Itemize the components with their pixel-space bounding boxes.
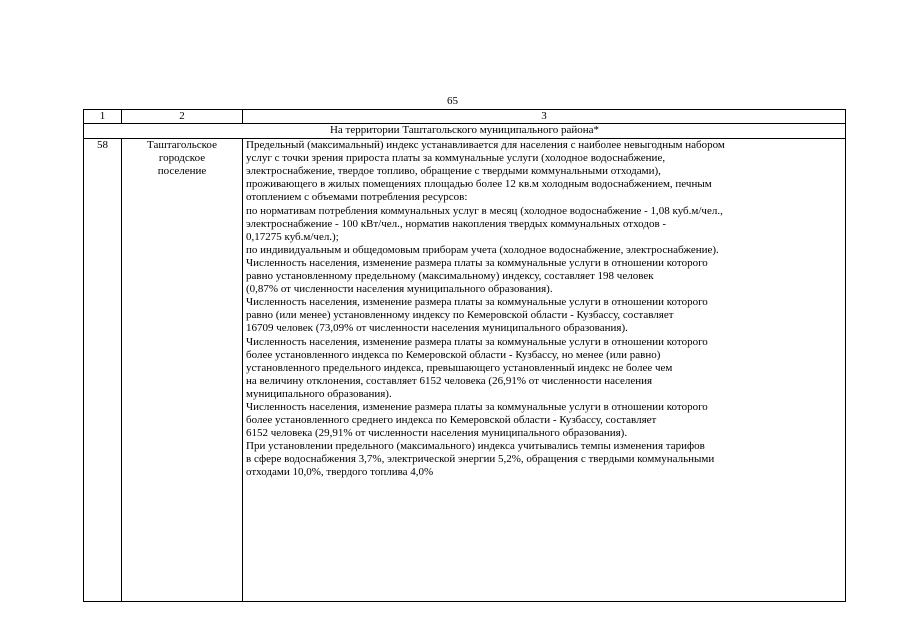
description-line: Предельный (максимальный) индекс устанавливается для населения с наиболее невыгодным набором xyxy=(246,139,725,152)
description-line: 0,17275 куб.м/чел.); xyxy=(246,230,339,243)
description-line: услуг с точки зрения прироста платы за коммунальные услуги (холодное водоснабжение, xyxy=(246,152,666,165)
description-line: Численность населения, изменение размера платы за коммунальные услуги в отношении которого xyxy=(246,400,708,413)
description-line: равно (или менее) установленному индексу по Кемеровской области - Кузбассу, составляет xyxy=(246,309,674,322)
description-line: в сфере водоснабжения 3,7%, электрической энергии 5,2%, обращения с твердыми коммунальными xyxy=(246,453,715,466)
column-number-2: 2 xyxy=(122,110,243,124)
column-number-3: 3 xyxy=(243,110,846,124)
index-description xyxy=(243,139,846,602)
description-line: на величину отклонения, составляет 6152 человека (26,91% от численности населения xyxy=(246,374,653,387)
description-line: 6152 человека (29,91% от численности населения муниципального образования). xyxy=(246,427,628,440)
description-line: проживающего в жилых помещениях площадью более 12 кв.м холодным водоснабжением, печным xyxy=(246,178,712,191)
description-line: (0,87% от численности населения муниципального образования). xyxy=(246,283,553,296)
description-line: Численность населения, изменение размера платы за коммунальные услуги в отношении которого xyxy=(246,256,708,269)
description-line: 16709 человек (73,09% от численности населения муниципального образования). xyxy=(246,322,628,335)
column-number-1: 1 xyxy=(84,110,122,124)
settlement-name-line: поселение xyxy=(157,165,207,178)
description-line: электроснабжение - 100 кВт/чел., норматив накопления твердых коммунальных отходов - xyxy=(246,217,667,230)
description-line: Численность населения, изменение размера платы за коммунальные услуги в отношении которого xyxy=(246,296,708,309)
description-line: отоплением с объемами потребления ресурсов: xyxy=(246,191,468,204)
settlement-name xyxy=(122,139,243,602)
description-line: электроснабжение, твердое топливо, обращение с твердыми коммунальными отходами), xyxy=(246,165,661,178)
row-number: 58 xyxy=(84,139,122,602)
description-line: по индивидуальным и общедомовым приборам учета (холодное водоснабжение, электроснабжение). xyxy=(246,243,719,256)
description-line: При установлении предельного (максимального) индекса учитывались темпы изменения тарифов xyxy=(246,440,705,453)
column-numbers-row xyxy=(84,110,846,124)
territory-title: На территории Таштагольского муниципального района* xyxy=(84,124,846,139)
table-row xyxy=(84,139,846,602)
territory-row xyxy=(84,124,846,139)
page-number: 65 xyxy=(447,95,458,107)
tariff-index-table xyxy=(83,109,846,602)
description-line: по нормативам потребления коммунальных услуг в месяц (холодное водоснабжение - 1,08 куб.м/чел., xyxy=(246,204,723,217)
description-line: более установленного среднего индекса по Кемеровской области - Кузбассу, составляет xyxy=(246,414,657,427)
settlement-name-line: Таштагольское xyxy=(147,139,217,152)
description-line: равно установленному предельному (максимальному) индексу, составляет 198 человек xyxy=(246,270,654,283)
description-line: более установленного индекса по Кемеровской области - Кузбассу, но менее (или равно) xyxy=(246,348,661,361)
description-line: муниципального образования). xyxy=(246,387,392,400)
settlement-name-line: городское xyxy=(158,152,206,165)
description-line: Численность населения, изменение размера платы за коммунальные услуги в отношении которого xyxy=(246,335,708,348)
description-line: отходами 10,0%, твердого топлива 4,0% xyxy=(246,466,434,479)
description-line: установленного предельного индекса, превышающего установленный индекс не более чем xyxy=(246,361,673,374)
